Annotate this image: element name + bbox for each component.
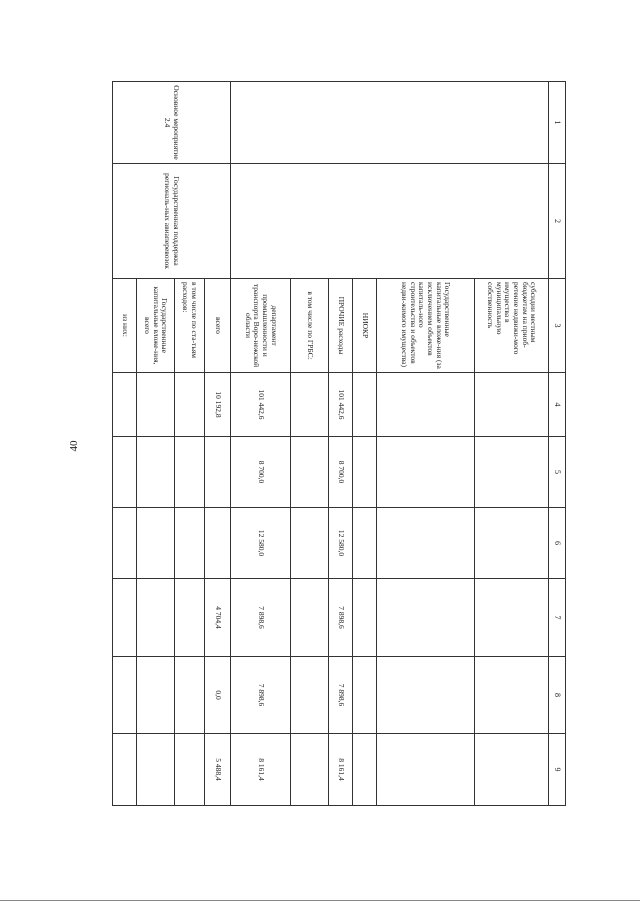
table-cell [113, 373, 137, 437]
table-cell [475, 508, 549, 579]
table-cell: 101 442,6 [329, 373, 353, 437]
table-cell [377, 508, 475, 579]
table-cell [137, 579, 175, 657]
table-cell: в том числе по ста-тьям расходов: [175, 279, 205, 373]
table-cell: 7 898,6 [231, 579, 291, 657]
table-cell: 8 161,4 [329, 734, 353, 806]
page-bottom-divider [0, 900, 640, 901]
table-cell: 10 192,8 [205, 373, 231, 437]
table-cell [353, 734, 377, 806]
table-cell: 7 898,6 [231, 657, 291, 734]
table-cell [475, 437, 549, 508]
table-cell [291, 657, 329, 734]
table-cell [377, 657, 475, 734]
table-cell [175, 437, 205, 508]
table-cell [231, 164, 549, 279]
table-cell [353, 657, 377, 734]
table-cell: ПРОЧИЕ расходы [329, 279, 353, 373]
data-table [112, 81, 566, 806]
table-cell [175, 373, 205, 437]
header-cell: 4 [549, 373, 566, 437]
header-row [549, 82, 566, 806]
table-cell: Государственные капитальные вложе-ния (за исключением объектов капиталь-ного строительства и объектов недви-жимого имущества) [377, 279, 475, 373]
table-cell: всего [205, 279, 231, 373]
table-cell [377, 734, 475, 806]
table-cell [137, 657, 175, 734]
table-cell: 7 898,6 [329, 579, 353, 657]
header-cell: 6 [549, 508, 566, 579]
table-cell [137, 508, 175, 579]
table-cell [475, 373, 549, 437]
rotated-page-content [116, 81, 566, 805]
table-cell: субсидии местным бюджетам на приоб-ретение недвижи-мого имущества в муниципальную собственность [475, 279, 549, 373]
table-cell: 8 700,0 [231, 437, 291, 508]
table-cell [291, 437, 329, 508]
table-cell: из них: [113, 279, 137, 373]
table-cell [113, 579, 137, 657]
table-cell [353, 437, 377, 508]
table-cell: Основное мероприятие 2.4 [113, 82, 231, 164]
table-cell: в том числе по ГРБС: [291, 279, 329, 373]
table-cell [113, 657, 137, 734]
table-cell [291, 579, 329, 657]
table-cell [475, 657, 549, 734]
table-cell: Государственная поддержка региональ-ных авиаперевозок [113, 164, 231, 279]
table-cell [377, 373, 475, 437]
table-cell [231, 82, 549, 164]
table-cell: 101 442,6 [231, 373, 291, 437]
table-cell [137, 734, 175, 806]
table-cell [175, 579, 205, 657]
table-cell: НИОКР [353, 279, 377, 373]
table-cell [353, 508, 377, 579]
table-cell [137, 373, 175, 437]
table-cell: 5 488,4 [205, 734, 231, 806]
table-cell [205, 437, 231, 508]
table-cell [175, 508, 205, 579]
table-cell [353, 373, 377, 437]
table-cell: департамент промышленности и транспорта Воро-нежской области [231, 279, 291, 373]
table-cell [291, 508, 329, 579]
table-row [205, 82, 231, 806]
table-cell [353, 579, 377, 657]
table-cell [291, 734, 329, 806]
table-cell: 4 704,4 [205, 579, 231, 657]
header-cell: 3 [549, 279, 566, 373]
table-cell: 8 161,4 [231, 734, 291, 806]
table-cell [175, 657, 205, 734]
table-cell [205, 508, 231, 579]
header-cell: 5 [549, 437, 566, 508]
table-cell: 12 580,0 [329, 508, 353, 579]
header-cell: 7 [549, 579, 566, 657]
table-cell: 12 580,0 [231, 508, 291, 579]
table-cell [291, 373, 329, 437]
table-cell [113, 508, 137, 579]
table-cell [475, 734, 549, 806]
header-cell: 2 [549, 164, 566, 279]
table-cell [113, 437, 137, 508]
header-cell: 8 [549, 657, 566, 734]
table-cell [137, 437, 175, 508]
header-cell: 9 [549, 734, 566, 806]
table-cell [113, 734, 137, 806]
table-cell: 7 898,6 [329, 657, 353, 734]
table-cell [475, 579, 549, 657]
page-number: 40 [68, 440, 80, 452]
table-cell: 8 700,0 [329, 437, 353, 508]
table-row [475, 82, 549, 806]
header-cell: 1 [549, 82, 566, 164]
table-cell [175, 734, 205, 806]
table-cell [377, 579, 475, 657]
table-cell: 0,0 [205, 657, 231, 734]
table-cell: Государственные капитальные вложе-ния, всего [137, 279, 175, 373]
table-cell [377, 437, 475, 508]
